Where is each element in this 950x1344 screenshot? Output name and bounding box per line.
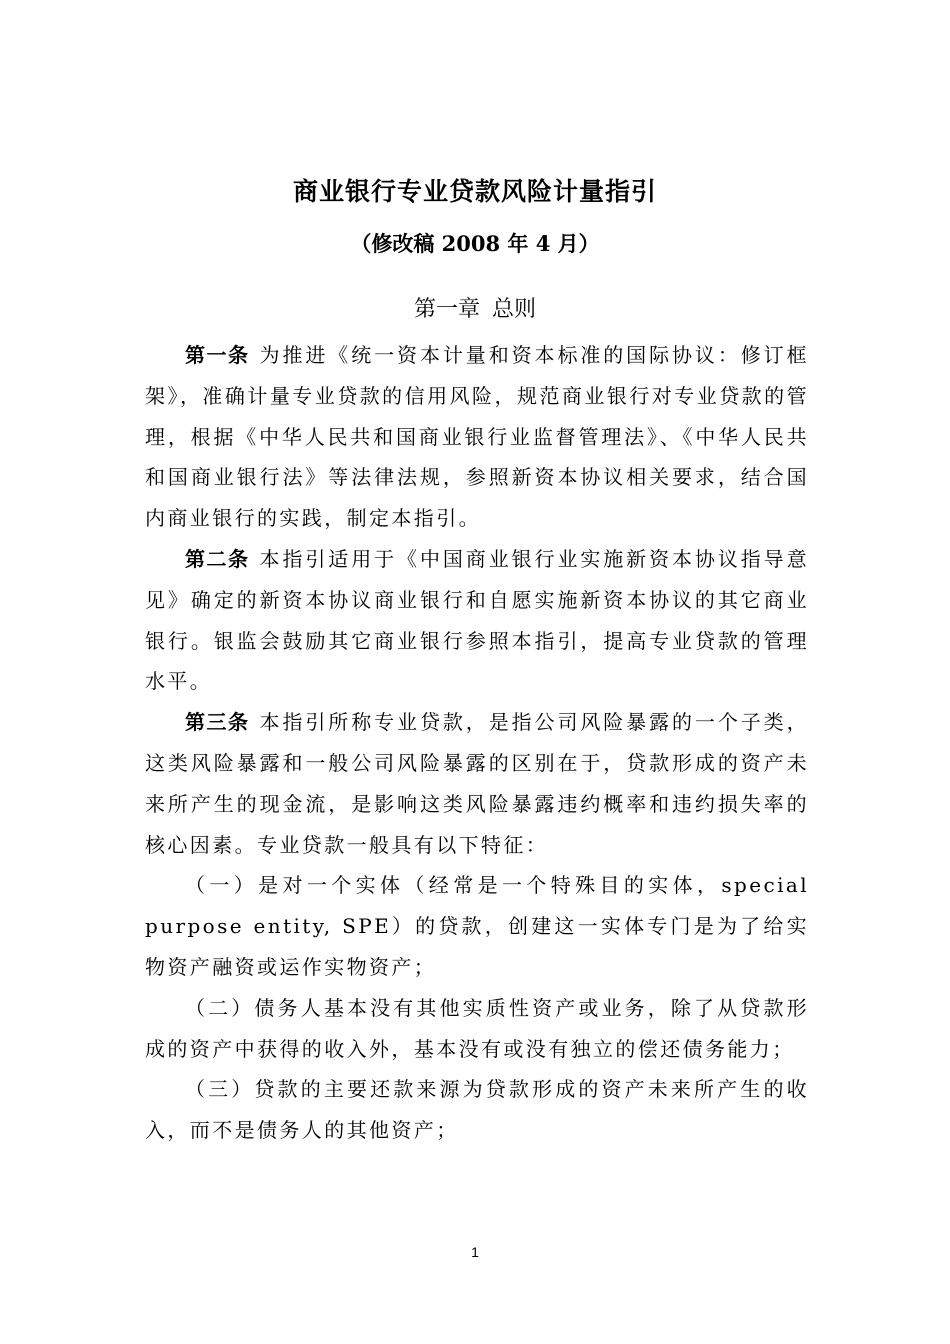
- article-3: [145, 702, 809, 865]
- list-item-3: [145, 1069, 809, 1151]
- article-text: 本指引所称专业贷款，是指公司风险暴露的一个子类，这类风险暴露和一般公司风险暴露的区别在于，贷款形成的资产未来所产生的现金流，是影响这类风险暴露违约概率和违约损失率的核心因素。专业贷款一般具有以下特征：: [145, 710, 809, 857]
- article-1: [145, 335, 809, 539]
- article-label: 第二条: [185, 546, 250, 571]
- article-label: 第一条: [185, 343, 250, 367]
- document-subtitle: （修改稿 2008 年 4 月）: [350, 231, 600, 256]
- page-number: 1: [471, 1244, 479, 1260]
- article-text: 为推进《统一资本计量和资本标准的国际协议：修订框架》，准确计量专业贷款的信用风险，规范商业银行对专业贷款的管理，根据《中华人民共和国商业银行业监督管理法》、《中华人民共和国商业银行法》等法律法规，参照新资本协议相关要求，结合国内商业银行的实践，制定本指引。: [145, 343, 809, 531]
- chapter-number: 第一章: [413, 297, 480, 322]
- article-2: [145, 539, 809, 702]
- list-item-text: （一）是对一个实体（经常是一个特殊目的实体，special purpose entity, SPE）的贷款，创建这一实体专门是为了给实物资产融资或运作实物资产；: [145, 873, 809, 979]
- list-item-text: （二）债务人基本没有其他实质性资产或业务，除了从贷款形成的资产中获得的收入外，基本没有或没有独立的偿还债务能力；: [145, 995, 809, 1061]
- list-item-text: （三）贷款的主要还款来源为贷款形成的资产未来所产生的收入，而不是债务人的其他资产；: [145, 1077, 809, 1143]
- document-body: [145, 335, 809, 1151]
- article-label: 第三条: [185, 710, 250, 735]
- article-text: 本指引适用于《中国商业银行业实施新资本协议指导意见》确定的新资本协议商业银行和自愿实施新资本协议的其它商业银行。银监会鼓励其它商业银行参照本指引，提高专业贷款的管理水平。: [145, 546, 809, 694]
- list-item-2: [145, 988, 809, 1070]
- list-item-1: [145, 865, 809, 987]
- chapter-heading: [0, 292, 950, 323]
- chapter-name: 总则: [492, 297, 537, 322]
- document-title: 商业银行专业贷款风险计量指引: [292, 177, 657, 206]
